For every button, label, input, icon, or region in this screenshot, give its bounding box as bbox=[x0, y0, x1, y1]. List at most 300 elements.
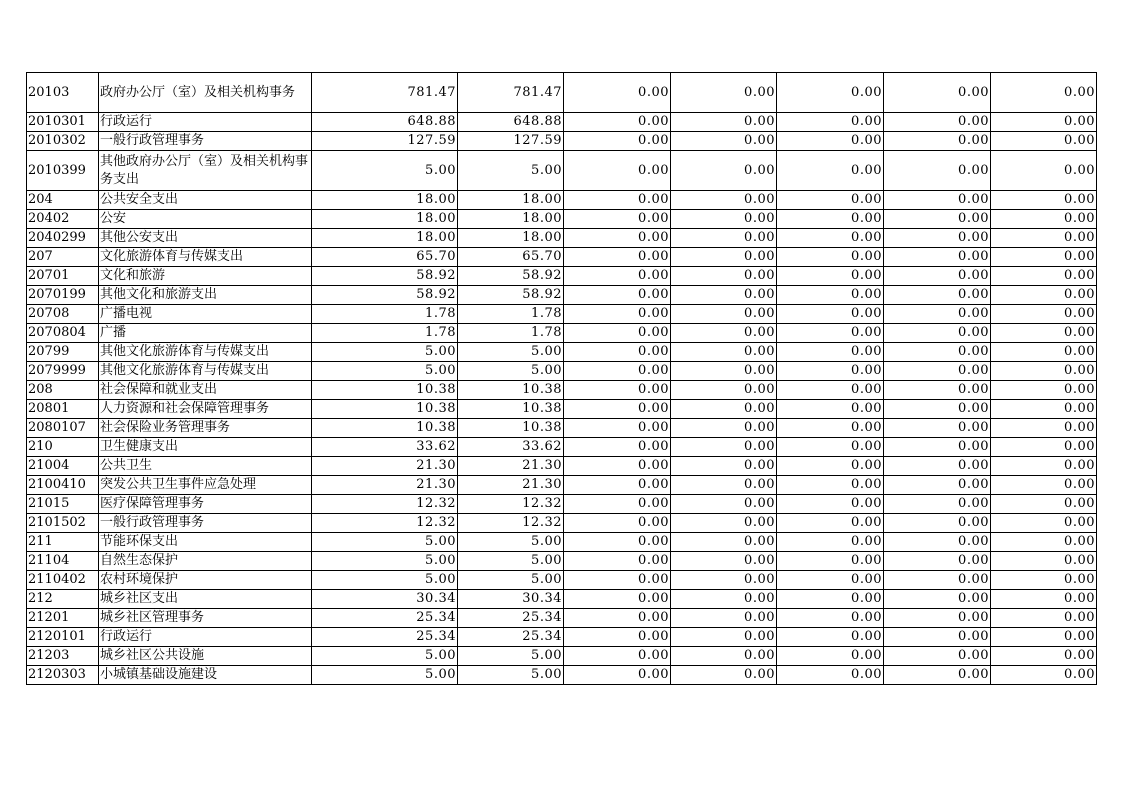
amount-cell: 58.92 bbox=[312, 286, 458, 305]
amount-cell: 0.00 bbox=[991, 514, 1097, 533]
amount-cell: 0.00 bbox=[991, 210, 1097, 229]
amount-cell: 0.00 bbox=[777, 647, 884, 666]
amount-cell: 0.00 bbox=[564, 495, 671, 514]
amount-cell: 0.00 bbox=[991, 381, 1097, 400]
amount-cell: 21.30 bbox=[312, 457, 458, 476]
amount-cell: 18.00 bbox=[312, 191, 458, 210]
table-row bbox=[27, 210, 1097, 229]
amount-cell: 0.00 bbox=[564, 571, 671, 590]
amount-cell: 0.00 bbox=[884, 362, 991, 381]
amount-cell: 12.32 bbox=[312, 514, 458, 533]
amount-cell: 0.00 bbox=[671, 438, 777, 457]
amount-cell: 0.00 bbox=[777, 343, 884, 362]
subject-code-cell: 2101502 bbox=[27, 514, 99, 533]
table-row bbox=[27, 533, 1097, 552]
amount-cell: 0.00 bbox=[777, 267, 884, 286]
amount-cell: 5.00 bbox=[312, 571, 458, 590]
subject-name-cell: 节能环保支出 bbox=[99, 533, 312, 552]
amount-cell: 0.00 bbox=[991, 191, 1097, 210]
subject-name-cell: 广播 bbox=[99, 324, 312, 343]
subject-code-cell: 207 bbox=[27, 248, 99, 267]
amount-cell: 1.78 bbox=[312, 305, 458, 324]
amount-cell: 0.00 bbox=[777, 571, 884, 590]
amount-cell: 0.00 bbox=[564, 191, 671, 210]
amount-cell: 0.00 bbox=[777, 305, 884, 324]
subject-code-cell: 208 bbox=[27, 381, 99, 400]
amount-cell: 0.00 bbox=[564, 73, 671, 113]
amount-cell: 0.00 bbox=[884, 324, 991, 343]
table-row bbox=[27, 571, 1097, 590]
amount-cell: 0.00 bbox=[777, 457, 884, 476]
subject-code-cell: 21004 bbox=[27, 457, 99, 476]
subject-code-cell: 21201 bbox=[27, 609, 99, 628]
subject-code-cell: 2070804 bbox=[27, 324, 99, 343]
amount-cell: 0.00 bbox=[991, 628, 1097, 647]
amount-cell: 0.00 bbox=[671, 495, 777, 514]
table-row bbox=[27, 362, 1097, 381]
subject-name-cell: 其他文化旅游体育与传媒支出 bbox=[99, 362, 312, 381]
table-body bbox=[27, 73, 1097, 685]
amount-cell: 5.00 bbox=[458, 647, 564, 666]
amount-cell: 127.59 bbox=[312, 132, 458, 151]
amount-cell: 0.00 bbox=[564, 419, 671, 438]
table-row bbox=[27, 647, 1097, 666]
amount-cell: 0.00 bbox=[777, 590, 884, 609]
amount-cell: 25.34 bbox=[458, 609, 564, 628]
amount-cell: 0.00 bbox=[564, 400, 671, 419]
amount-cell: 0.00 bbox=[777, 476, 884, 495]
amount-cell: 0.00 bbox=[671, 400, 777, 419]
amount-cell: 127.59 bbox=[458, 132, 564, 151]
amount-cell: 5.00 bbox=[458, 552, 564, 571]
amount-cell: 0.00 bbox=[564, 590, 671, 609]
amount-cell: 0.00 bbox=[991, 419, 1097, 438]
amount-cell: 0.00 bbox=[991, 400, 1097, 419]
amount-cell: 0.00 bbox=[671, 248, 777, 267]
amount-cell: 0.00 bbox=[564, 438, 671, 457]
subject-name-cell: 卫生健康支出 bbox=[99, 438, 312, 457]
amount-cell: 0.00 bbox=[884, 191, 991, 210]
amount-cell: 0.00 bbox=[991, 495, 1097, 514]
amount-cell: 0.00 bbox=[777, 229, 884, 248]
amount-cell: 0.00 bbox=[671, 571, 777, 590]
amount-cell: 0.00 bbox=[777, 400, 884, 419]
subject-name-cell: 广播电视 bbox=[99, 305, 312, 324]
amount-cell: 10.38 bbox=[312, 381, 458, 400]
amount-cell: 21.30 bbox=[458, 457, 564, 476]
table-row bbox=[27, 248, 1097, 267]
amount-cell: 0.00 bbox=[884, 457, 991, 476]
amount-cell: 0.00 bbox=[884, 628, 991, 647]
amount-cell: 0.00 bbox=[884, 229, 991, 248]
amount-cell: 0.00 bbox=[884, 514, 991, 533]
amount-cell: 0.00 bbox=[884, 552, 991, 571]
amount-cell: 0.00 bbox=[564, 113, 671, 132]
subject-code-cell: 2120303 bbox=[27, 666, 99, 685]
table-row bbox=[27, 324, 1097, 343]
amount-cell: 0.00 bbox=[991, 267, 1097, 286]
subject-code-cell: 2120101 bbox=[27, 628, 99, 647]
amount-cell: 0.00 bbox=[564, 362, 671, 381]
subject-name-cell: 社会保障和就业支出 bbox=[99, 381, 312, 400]
amount-cell: 0.00 bbox=[991, 571, 1097, 590]
amount-cell: 0.00 bbox=[884, 590, 991, 609]
amount-cell: 21.30 bbox=[312, 476, 458, 495]
amount-cell: 25.34 bbox=[312, 609, 458, 628]
amount-cell: 10.38 bbox=[312, 400, 458, 419]
subject-name-cell: 自然生态保护 bbox=[99, 552, 312, 571]
amount-cell: 0.00 bbox=[884, 400, 991, 419]
amount-cell: 0.00 bbox=[671, 132, 777, 151]
amount-cell: 33.62 bbox=[458, 438, 564, 457]
subject-code-cell: 21015 bbox=[27, 495, 99, 514]
amount-cell: 0.00 bbox=[671, 609, 777, 628]
amount-cell: 0.00 bbox=[564, 151, 671, 191]
amount-cell: 10.38 bbox=[458, 381, 564, 400]
subject-code-cell: 2100410 bbox=[27, 476, 99, 495]
subject-name-cell: 公共安全支出 bbox=[99, 191, 312, 210]
subject-code-cell: 210 bbox=[27, 438, 99, 457]
subject-name-cell: 社会保险业务管理事务 bbox=[99, 419, 312, 438]
amount-cell: 0.00 bbox=[884, 210, 991, 229]
amount-cell: 0.00 bbox=[991, 132, 1097, 151]
amount-cell: 5.00 bbox=[312, 362, 458, 381]
subject-code-cell: 2010399 bbox=[27, 151, 99, 191]
amount-cell: 0.00 bbox=[564, 229, 671, 248]
amount-cell: 0.00 bbox=[564, 609, 671, 628]
subject-code-cell: 21203 bbox=[27, 647, 99, 666]
amount-cell: 0.00 bbox=[991, 305, 1097, 324]
amount-cell: 0.00 bbox=[671, 533, 777, 552]
subject-code-cell: 2010302 bbox=[27, 132, 99, 151]
subject-name-cell: 城乡社区管理事务 bbox=[99, 609, 312, 628]
subject-name-cell: 小城镇基础设施建设 bbox=[99, 666, 312, 685]
subject-code-cell: 2079999 bbox=[27, 362, 99, 381]
amount-cell: 0.00 bbox=[671, 229, 777, 248]
amount-cell: 0.00 bbox=[564, 210, 671, 229]
amount-cell: 0.00 bbox=[777, 533, 884, 552]
subject-name-cell: 城乡社区支出 bbox=[99, 590, 312, 609]
amount-cell: 0.00 bbox=[991, 324, 1097, 343]
amount-cell: 0.00 bbox=[777, 132, 884, 151]
amount-cell: 30.34 bbox=[458, 590, 564, 609]
budget-table-page bbox=[26, 72, 1096, 685]
amount-cell: 5.00 bbox=[312, 533, 458, 552]
amount-cell: 5.00 bbox=[312, 666, 458, 685]
amount-cell: 0.00 bbox=[884, 533, 991, 552]
amount-cell: 0.00 bbox=[777, 666, 884, 685]
amount-cell: 0.00 bbox=[884, 267, 991, 286]
table-row bbox=[27, 267, 1097, 286]
amount-cell: 0.00 bbox=[884, 495, 991, 514]
subject-name-cell: 其他文化旅游体育与传媒支出 bbox=[99, 343, 312, 362]
subject-code-cell: 21104 bbox=[27, 552, 99, 571]
amount-cell: 0.00 bbox=[884, 609, 991, 628]
amount-cell: 0.00 bbox=[777, 151, 884, 191]
amount-cell: 0.00 bbox=[671, 419, 777, 438]
amount-cell: 0.00 bbox=[884, 248, 991, 267]
subject-name-cell: 一般行政管理事务 bbox=[99, 514, 312, 533]
amount-cell: 5.00 bbox=[312, 552, 458, 571]
amount-cell: 5.00 bbox=[458, 571, 564, 590]
amount-cell: 10.38 bbox=[458, 400, 564, 419]
amount-cell: 58.92 bbox=[312, 267, 458, 286]
table-row bbox=[27, 73, 1097, 113]
subject-code-cell: 2070199 bbox=[27, 286, 99, 305]
amount-cell: 0.00 bbox=[991, 113, 1097, 132]
table-row bbox=[27, 552, 1097, 571]
table-row bbox=[27, 191, 1097, 210]
amount-cell: 5.00 bbox=[458, 362, 564, 381]
amount-cell: 0.00 bbox=[564, 628, 671, 647]
subject-code-cell: 212 bbox=[27, 590, 99, 609]
amount-cell: 58.92 bbox=[458, 286, 564, 305]
amount-cell: 0.00 bbox=[671, 362, 777, 381]
amount-cell: 0.00 bbox=[777, 495, 884, 514]
table-row bbox=[27, 476, 1097, 495]
subject-code-cell: 20708 bbox=[27, 305, 99, 324]
amount-cell: 0.00 bbox=[671, 647, 777, 666]
amount-cell: 0.00 bbox=[884, 666, 991, 685]
amount-cell: 0.00 bbox=[777, 438, 884, 457]
table-row bbox=[27, 286, 1097, 305]
subject-code-cell: 2080107 bbox=[27, 419, 99, 438]
table-row bbox=[27, 514, 1097, 533]
amount-cell: 5.00 bbox=[312, 343, 458, 362]
amount-cell: 0.00 bbox=[991, 476, 1097, 495]
amount-cell: 0.00 bbox=[671, 457, 777, 476]
budget-table bbox=[26, 72, 1097, 685]
table-row bbox=[27, 381, 1097, 400]
table-row bbox=[27, 305, 1097, 324]
table-row bbox=[27, 419, 1097, 438]
amount-cell: 0.00 bbox=[671, 113, 777, 132]
amount-cell: 0.00 bbox=[671, 267, 777, 286]
subject-code-cell: 2010301 bbox=[27, 113, 99, 132]
table-row bbox=[27, 229, 1097, 248]
amount-cell: 0.00 bbox=[991, 647, 1097, 666]
amount-cell: 781.47 bbox=[458, 73, 564, 113]
amount-cell: 0.00 bbox=[884, 381, 991, 400]
amount-cell: 0.00 bbox=[991, 666, 1097, 685]
subject-name-cell: 农村环境保护 bbox=[99, 571, 312, 590]
subject-name-cell: 文化和旅游 bbox=[99, 267, 312, 286]
subject-name-cell: 其他政府办公厅（室）及相关机构事务支出 bbox=[99, 151, 312, 191]
table-row bbox=[27, 113, 1097, 132]
amount-cell: 18.00 bbox=[458, 191, 564, 210]
subject-code-cell: 20402 bbox=[27, 210, 99, 229]
amount-cell: 0.00 bbox=[884, 647, 991, 666]
amount-cell: 21.30 bbox=[458, 476, 564, 495]
amount-cell: 0.00 bbox=[884, 438, 991, 457]
amount-cell: 10.38 bbox=[312, 419, 458, 438]
amount-cell: 5.00 bbox=[312, 151, 458, 191]
amount-cell: 0.00 bbox=[884, 73, 991, 113]
amount-cell: 12.32 bbox=[458, 495, 564, 514]
amount-cell: 0.00 bbox=[777, 113, 884, 132]
amount-cell: 0.00 bbox=[777, 419, 884, 438]
amount-cell: 0.00 bbox=[884, 151, 991, 191]
amount-cell: 1.78 bbox=[458, 324, 564, 343]
subject-name-cell: 政府办公厅（室）及相关机构事务 bbox=[99, 73, 312, 113]
amount-cell: 0.00 bbox=[671, 628, 777, 647]
amount-cell: 0.00 bbox=[671, 210, 777, 229]
table-row bbox=[27, 666, 1097, 685]
amount-cell: 0.00 bbox=[564, 514, 671, 533]
amount-cell: 0.00 bbox=[671, 381, 777, 400]
amount-cell: 0.00 bbox=[991, 362, 1097, 381]
amount-cell: 0.00 bbox=[564, 552, 671, 571]
amount-cell: 0.00 bbox=[991, 533, 1097, 552]
subject-name-cell: 公安 bbox=[99, 210, 312, 229]
amount-cell: 58.92 bbox=[458, 267, 564, 286]
amount-cell: 0.00 bbox=[564, 533, 671, 552]
amount-cell: 0.00 bbox=[671, 305, 777, 324]
amount-cell: 0.00 bbox=[671, 73, 777, 113]
subject-name-cell: 其他公安支出 bbox=[99, 229, 312, 248]
amount-cell: 0.00 bbox=[564, 457, 671, 476]
amount-cell: 0.00 bbox=[671, 286, 777, 305]
amount-cell: 18.00 bbox=[312, 210, 458, 229]
amount-cell: 0.00 bbox=[564, 248, 671, 267]
amount-cell: 5.00 bbox=[458, 151, 564, 191]
amount-cell: 0.00 bbox=[671, 514, 777, 533]
amount-cell: 648.88 bbox=[458, 113, 564, 132]
amount-cell: 0.00 bbox=[777, 362, 884, 381]
table-row bbox=[27, 132, 1097, 151]
subject-name-cell: 人力资源和社会保障管理事务 bbox=[99, 400, 312, 419]
amount-cell: 65.70 bbox=[312, 248, 458, 267]
table-row bbox=[27, 343, 1097, 362]
amount-cell: 18.00 bbox=[458, 229, 564, 248]
amount-cell: 10.38 bbox=[458, 419, 564, 438]
subject-name-cell: 突发公共卫生事件应急处理 bbox=[99, 476, 312, 495]
subject-code-cell: 20103 bbox=[27, 73, 99, 113]
table-row bbox=[27, 400, 1097, 419]
table-row bbox=[27, 457, 1097, 476]
subject-code-cell: 211 bbox=[27, 533, 99, 552]
subject-name-cell: 公共卫生 bbox=[99, 457, 312, 476]
amount-cell: 18.00 bbox=[458, 210, 564, 229]
amount-cell: 0.00 bbox=[564, 381, 671, 400]
amount-cell: 648.88 bbox=[312, 113, 458, 132]
amount-cell: 0.00 bbox=[991, 438, 1097, 457]
amount-cell: 0.00 bbox=[777, 73, 884, 113]
amount-cell: 0.00 bbox=[671, 191, 777, 210]
table-row bbox=[27, 590, 1097, 609]
subject-name-cell: 一般行政管理事务 bbox=[99, 132, 312, 151]
amount-cell: 0.00 bbox=[991, 590, 1097, 609]
amount-cell: 0.00 bbox=[777, 609, 884, 628]
subject-code-cell: 2040299 bbox=[27, 229, 99, 248]
amount-cell: 0.00 bbox=[991, 248, 1097, 267]
amount-cell: 12.32 bbox=[312, 495, 458, 514]
table-row bbox=[27, 438, 1097, 457]
subject-name-cell: 行政运行 bbox=[99, 113, 312, 132]
amount-cell: 18.00 bbox=[312, 229, 458, 248]
amount-cell: 5.00 bbox=[458, 343, 564, 362]
amount-cell: 0.00 bbox=[671, 552, 777, 571]
amount-cell: 0.00 bbox=[991, 73, 1097, 113]
amount-cell: 0.00 bbox=[991, 229, 1097, 248]
amount-cell: 0.00 bbox=[884, 571, 991, 590]
amount-cell: 0.00 bbox=[564, 286, 671, 305]
amount-cell: 0.00 bbox=[564, 305, 671, 324]
amount-cell: 0.00 bbox=[884, 476, 991, 495]
amount-cell: 0.00 bbox=[564, 132, 671, 151]
amount-cell: 0.00 bbox=[884, 286, 991, 305]
amount-cell: 0.00 bbox=[671, 151, 777, 191]
amount-cell: 0.00 bbox=[991, 457, 1097, 476]
amount-cell: 0.00 bbox=[884, 419, 991, 438]
table-row bbox=[27, 628, 1097, 647]
amount-cell: 65.70 bbox=[458, 248, 564, 267]
amount-cell: 0.00 bbox=[884, 113, 991, 132]
amount-cell: 0.00 bbox=[777, 324, 884, 343]
amount-cell: 0.00 bbox=[777, 552, 884, 571]
amount-cell: 25.34 bbox=[458, 628, 564, 647]
amount-cell: 5.00 bbox=[458, 533, 564, 552]
amount-cell: 0.00 bbox=[777, 381, 884, 400]
amount-cell: 0.00 bbox=[671, 666, 777, 685]
amount-cell: 0.00 bbox=[777, 286, 884, 305]
amount-cell: 5.00 bbox=[458, 666, 564, 685]
subject-name-cell: 医疗保障管理事务 bbox=[99, 495, 312, 514]
amount-cell: 0.00 bbox=[777, 191, 884, 210]
amount-cell: 1.78 bbox=[458, 305, 564, 324]
amount-cell: 0.00 bbox=[777, 628, 884, 647]
amount-cell: 0.00 bbox=[671, 343, 777, 362]
subject-name-cell: 文化旅游体育与传媒支出 bbox=[99, 248, 312, 267]
subject-name-cell: 行政运行 bbox=[99, 628, 312, 647]
amount-cell: 0.00 bbox=[564, 476, 671, 495]
table-row bbox=[27, 151, 1097, 191]
amount-cell: 1.78 bbox=[312, 324, 458, 343]
amount-cell: 0.00 bbox=[564, 647, 671, 666]
amount-cell: 0.00 bbox=[991, 609, 1097, 628]
amount-cell: 0.00 bbox=[884, 132, 991, 151]
amount-cell: 0.00 bbox=[991, 343, 1097, 362]
subject-name-cell: 其他文化和旅游支出 bbox=[99, 286, 312, 305]
amount-cell: 0.00 bbox=[564, 267, 671, 286]
amount-cell: 12.32 bbox=[458, 514, 564, 533]
amount-cell: 30.34 bbox=[312, 590, 458, 609]
amount-cell: 33.62 bbox=[312, 438, 458, 457]
amount-cell: 0.00 bbox=[671, 324, 777, 343]
amount-cell: 0.00 bbox=[991, 552, 1097, 571]
amount-cell: 0.00 bbox=[564, 324, 671, 343]
amount-cell: 0.00 bbox=[777, 514, 884, 533]
amount-cell: 0.00 bbox=[884, 343, 991, 362]
subject-code-cell: 204 bbox=[27, 191, 99, 210]
subject-code-cell: 20799 bbox=[27, 343, 99, 362]
subject-code-cell: 20701 bbox=[27, 267, 99, 286]
subject-name-cell: 城乡社区公共设施 bbox=[99, 647, 312, 666]
amount-cell: 0.00 bbox=[777, 210, 884, 229]
subject-code-cell: 2110402 bbox=[27, 571, 99, 590]
amount-cell: 0.00 bbox=[564, 343, 671, 362]
amount-cell: 0.00 bbox=[564, 666, 671, 685]
table-row bbox=[27, 495, 1097, 514]
amount-cell: 25.34 bbox=[312, 628, 458, 647]
amount-cell: 0.00 bbox=[884, 305, 991, 324]
amount-cell: 0.00 bbox=[671, 590, 777, 609]
amount-cell: 781.47 bbox=[312, 73, 458, 113]
amount-cell: 0.00 bbox=[991, 286, 1097, 305]
amount-cell: 0.00 bbox=[777, 248, 884, 267]
amount-cell: 0.00 bbox=[671, 476, 777, 495]
amount-cell: 0.00 bbox=[991, 151, 1097, 191]
